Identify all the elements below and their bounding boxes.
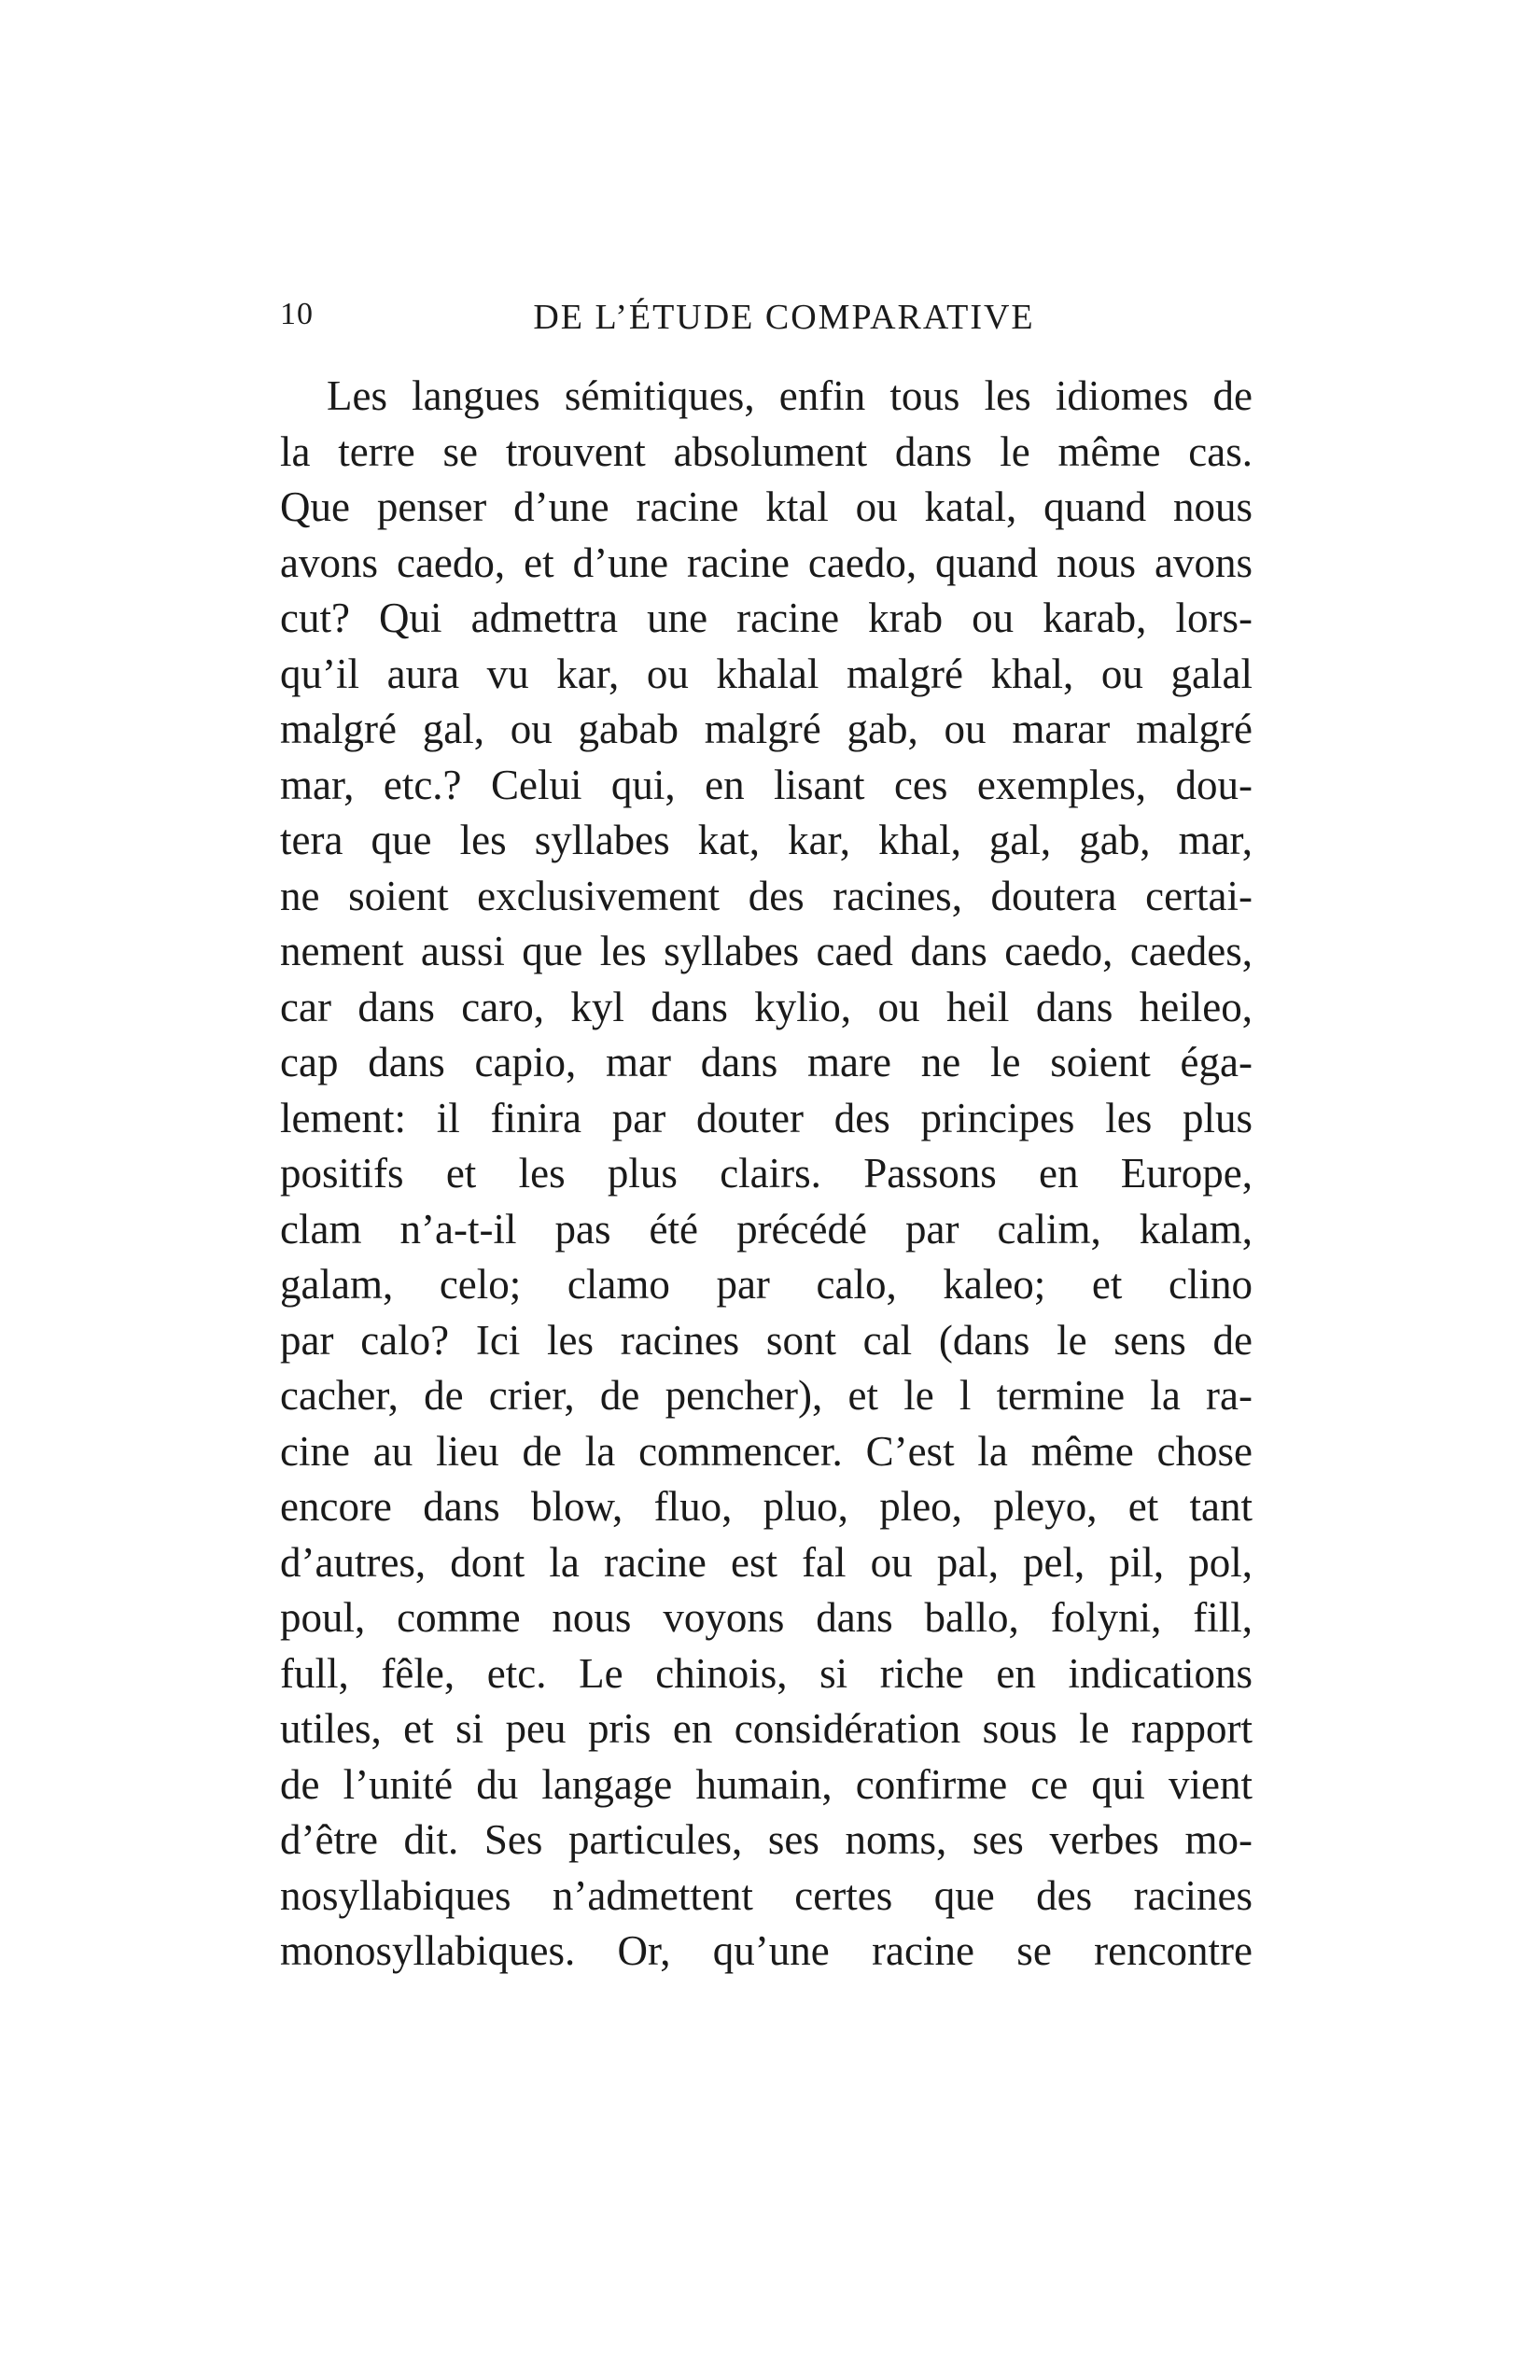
text-line: nosyllabiques n’admettent certes que des racines	[280, 1871, 1253, 1919]
text-line: lement: il finira par douter des principes les plus	[280, 1094, 1253, 1141]
text-line: de l’unité du langage humain, confirme ce qui vient	[280, 1760, 1253, 1808]
text-line: avons caedo, et d’une racine caedo, quand nous avons	[280, 539, 1253, 586]
text-line: d’autres, dont la racine est fal ou pal, pel, pil, pol,	[280, 1538, 1253, 1586]
text-line: positifs et les plus clairs. Passons en Europe,	[280, 1150, 1253, 1197]
text-line: car dans caro, kyl dans kylio, ou heil dans heileo,	[280, 983, 1253, 1030]
text-line: cut? Qui admettra une racine krab ou karab, lors-	[280, 595, 1253, 641]
text-line: encore dans blow, fluo, pluo, pleo, pleyo, et tant	[280, 1483, 1253, 1530]
text-line: cine au lieu de la commencer. C’est la même chose	[280, 1427, 1253, 1475]
text-line: malgré gal, ou gabab malgré gab, ou marar malgré	[280, 706, 1253, 752]
text-line: qu’il aura vu kar, ou khalal malgré khal, ou galal	[280, 650, 1253, 697]
text-line: cacher, de crier, de pencher), et le l termine la ra-	[280, 1372, 1253, 1419]
text-line: clam n’a-t-il pas été précédé par calim, kalam,	[280, 1205, 1253, 1253]
text-line: Les langues sémitiques, enfin tous les idiomes de	[327, 372, 1253, 419]
text-line: d’être dit. Ses particules, ses noms, ses verbes mo-	[280, 1816, 1253, 1863]
running-title: DE L’ÉTUDE COMPARATIVE	[533, 298, 1035, 337]
text-line: Que penser d’une racine ktal ou katal, quand nous	[280, 483, 1253, 530]
text-line: ne soient exclusivement des racines, doutera certai-	[280, 872, 1253, 919]
text-line: nement aussi que les syllabes caed dans caedo, caedes,	[280, 928, 1253, 974]
text-line: utiles, et si peu pris en considération sous le rapport	[280, 1705, 1253, 1752]
text-line: la terre se trouvent absolument dans le même cas.	[280, 427, 1253, 475]
text-line: tera que les syllabes kat, kar, khal, gal, gab, mar,	[280, 817, 1253, 863]
body-paragraph	[280, 369, 1253, 1980]
text-line: mar, etc.? Celui qui, en lisant ces exemples, dou-	[280, 761, 1253, 808]
text-line: par calo? Ici les racines sont cal (dans le sens de	[280, 1316, 1253, 1364]
text-line: poul, comme nous voyons dans ballo, folyni, fill,	[280, 1594, 1253, 1641]
page-number: 10	[280, 297, 314, 331]
page-header	[280, 297, 1251, 353]
text-line: monosyllabiques. Or, qu’une racine se rencontre	[280, 1927, 1253, 1974]
text-line: full, fêle, etc. Le chinois, si riche en indications	[280, 1649, 1253, 1697]
text-line: cap dans capio, mar dans mare ne le soient éga-	[280, 1039, 1253, 1085]
text-line: galam, celo; clamo par calo, kaleo; et clino	[280, 1261, 1253, 1308]
